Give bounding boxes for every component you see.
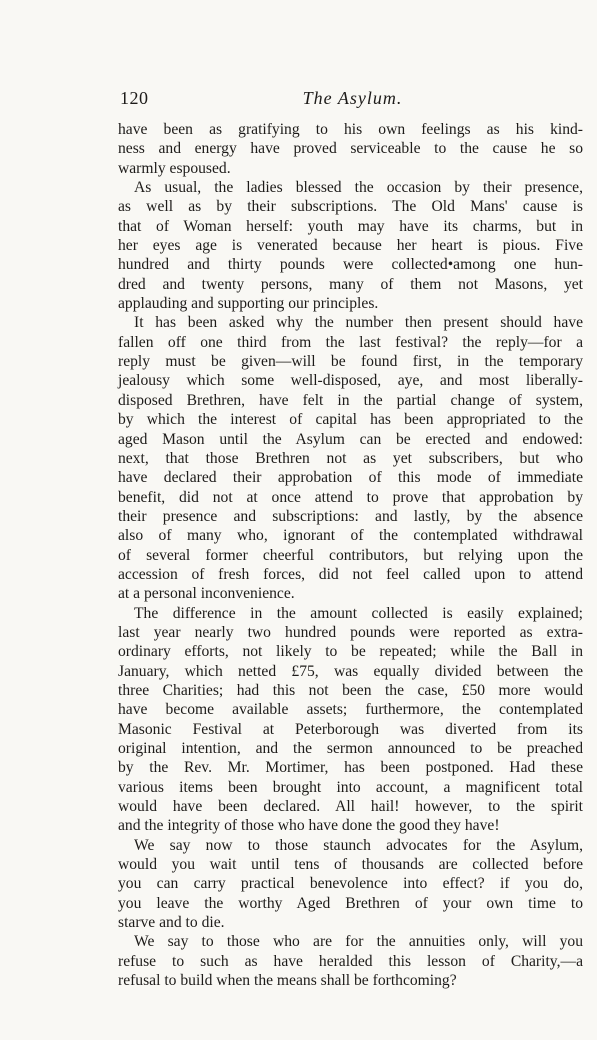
paragraph [118,932,583,990]
text-line: their presence and subscriptions: and lastly, by the absence [118,507,583,525]
text-line: last year nearly two hundred pounds were reported as extra- [118,623,583,641]
page-header [120,88,585,116]
text-line: jealousy which some well-disposed, aye, and most liberally- [118,372,583,390]
paragraph [118,120,583,178]
text-line: reply must be given—will be found first, in the temporary [118,353,583,371]
text-line: applauding and supporting our principles. [118,295,379,313]
running-title: The Asylum. [302,88,403,108]
text-line: refuse to such as have heralded this lesson of Charity,—a [118,952,583,970]
text-line: dred and twenty persons, many of them not Masons, yet [118,275,583,293]
text-line: refusal to build when the means shall be forthcoming? [118,972,457,990]
text-line: ordinary efforts, not likely to be repeated; while the Ball in [118,643,583,661]
text-line: warmly espoused. [118,159,231,177]
text-line: benefit, did not at once attend to prove that approbation by [118,488,583,506]
paragraph [118,836,583,933]
text-line: would you wait until tens of thousands are collected before [118,856,583,874]
text-line: by which the interest of capital has been appropriated to the [118,411,583,429]
text-line: various items been brought into account, a magnificent total [118,778,583,796]
text-line: three Charities; had this not been the case, £50 more would [118,681,583,699]
text-line: you leave the worthy Aged Brethren of your own time to [118,894,583,912]
text-line: accession of fresh forces, did not feel called upon to attend [118,565,583,583]
body-text [118,120,583,990]
paragraph [118,178,583,313]
text-line: also of many who, ignorant of the contemplated withdrawal [118,527,583,545]
text-line: have declared their approbation of this mode of immediate [118,469,583,487]
text-line: have become available assets; furthermore, the contemplated [118,701,583,719]
text-line: as well as by their subscriptions. The Old Mans' cause is [118,198,583,216]
text-line: fallen off one third from the last festival? the reply—for a [118,333,583,351]
text-line: by the Rev. Mr. Mortimer, has been postponed. Had these [118,759,583,777]
text-line: It has been asked why the number then present should have [134,314,583,332]
text-line: We say to those who are for the annuities only, will you [134,933,583,951]
text-line: aged Mason until the Asylum can be erected and endowed: [118,430,583,448]
text-line: January, which netted £75, was equally divided between the [118,662,583,680]
text-line: Masonic Festival at Peterborough was diverted from its [118,720,583,738]
text-line: you can carry practical benevolence into effect? if you do, [118,875,583,893]
text-line: ness and energy have proved serviceable to the cause he so [118,140,583,158]
text-line: As usual, the ladies blessed the occasion by their presence, [134,179,583,197]
text-line: have been as gratifying to his own feelings as his kind- [118,121,583,138]
text-line: and the integrity of those who have done the good they have! [118,817,500,835]
text-line: We say now to those staunch advocates for the Asylum, [134,836,583,854]
text-line: starve and to die. [118,914,225,932]
text-line: at a personal inconvenience. [118,585,295,603]
text-line: of several former cheerful contributors, but relying upon the [118,546,583,564]
text-line: hundred and thirty pounds were collected•among one hun- [118,256,583,274]
text-line: that of Woman herself: youth may have its charms, but in [118,217,583,235]
text-line: next, that those Brethren not as yet subscribers, but who [118,449,583,467]
text-line: The difference in the amount collected is easily explained; [134,604,583,622]
paragraph [118,313,583,603]
page-number: 120 [120,88,149,108]
paragraph [118,604,583,836]
text-line: her eyes age is venerated because her heart is pious. Five [118,237,583,255]
text-line: disposed Brethren, have felt in the partial change of system, [118,391,583,409]
text-line: original intention, and the sermon announced to be preached [118,740,583,757]
text-line: would have been declared. All hail! however, to the spirit [118,798,583,816]
